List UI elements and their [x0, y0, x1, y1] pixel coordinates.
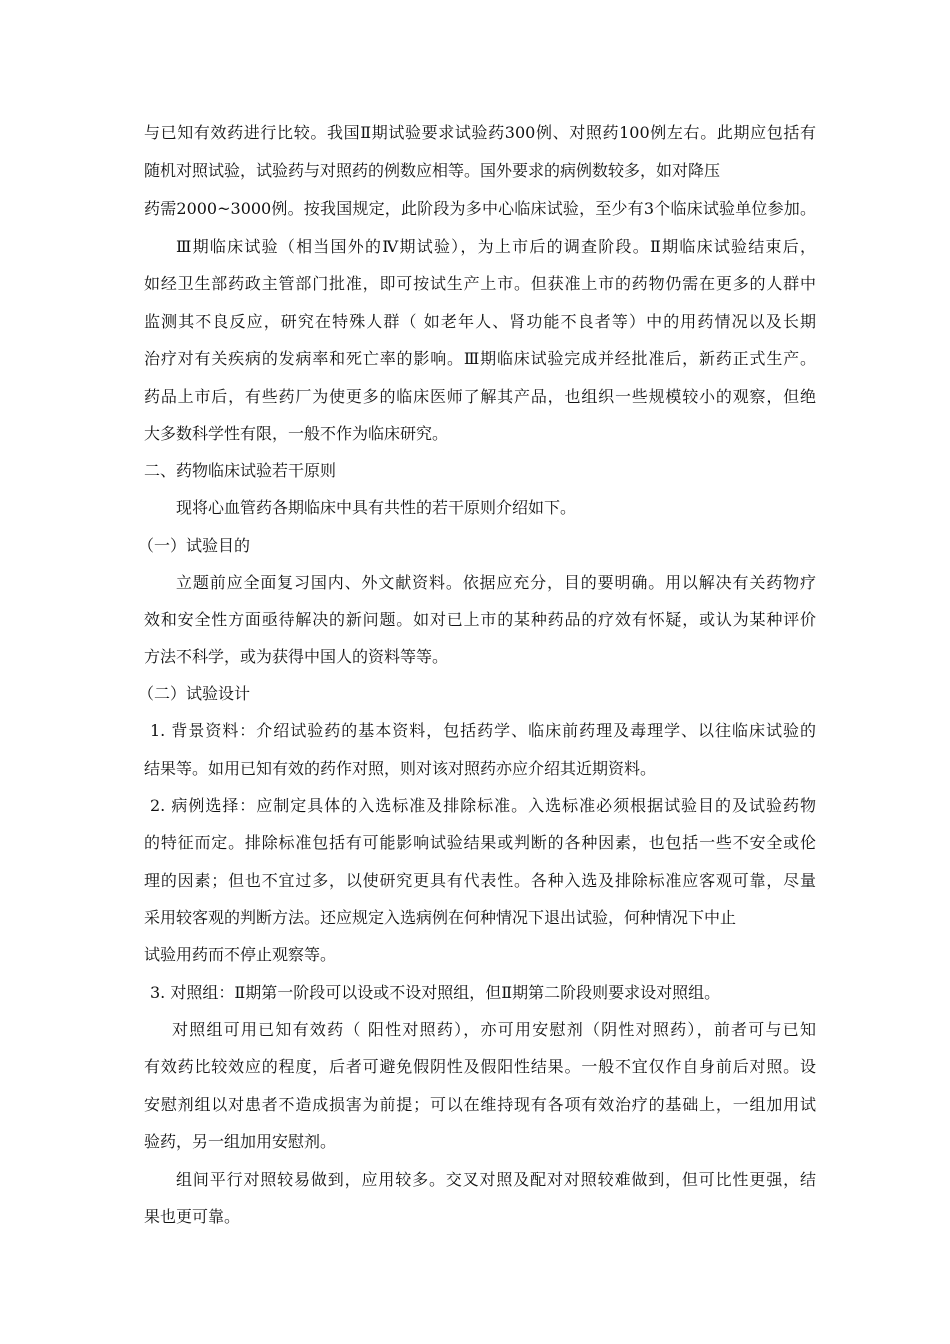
paragraph-line: 对照组可用已知有效药（ 阳性对照药），亦可用安慰剂（阴性对照药），前者可与已知 [172, 1020, 816, 1039]
section-heading: 二、药物临床试验若干原则 [144, 461, 337, 480]
subsection-heading: （一）试验目的 [138, 536, 251, 555]
list-item: 3. 对照组：Ⅱ期第一阶段可以设或不设对照组，但Ⅱ期第二阶段则要求设对照组。 [150, 983, 721, 1002]
text-line: 监测其不良反应，研究在特殊人群（ 如老年人、肾功能不良者等）中的用药情况以及长期 [144, 312, 816, 331]
text-line: 有效药比较效应的程度，后者可避免假阴性及假阳性结果。一般不宜仅作自身前后对照。设 [144, 1057, 816, 1076]
text-line: 方法不科学，或为获得中国人的资料等等。 [144, 647, 449, 666]
text-line: 的特征而定。排除标准包括有可能影响试验结果或判断的各种因素，也包括一些不安全或伦 [144, 833, 816, 852]
text-line: 药需2000~3000例。按我国规定，此阶段为多中心临床试验，至少有3个临床试验单位参加。 [144, 199, 816, 218]
text-line: 安慰剂组以对患者不造成损害为前提；可以在维持现有各项有效治疗的基础上，一组加用试 [144, 1095, 816, 1114]
paragraph-line: Ⅲ期临床试验（相当国外的Ⅳ期试验），为上市后的调查阶段。Ⅱ期临床试验结束后， [176, 237, 816, 256]
list-item: 2. 病例选择：应制定具体的入选标准及排除标准。入选标准必须根据试验目的及试验药物 [150, 796, 816, 815]
text-line: 随机对照试验，试验药与对照药的例数应相等。国外要求的病例数较多，如对降压 [144, 161, 721, 180]
text-line: 效和安全性方面亟待解决的新问题。如对已上市的某种药品的疗效有怀疑，或认为某种评价 [144, 610, 816, 629]
text-line: 试验用药而不停止观察等。 [144, 945, 337, 964]
text-line: 治疗对有关疾病的发病率和死亡率的影响。Ⅲ期临床试验完成并经批准后，新药正式生产。 [144, 349, 816, 368]
text-line: 结果等。如用已知有效的药作对照，则对该对照药亦应介绍其近期资料。 [144, 759, 657, 778]
text-line: 如经卫生部药政主管部门批准，即可按试生产上市。但获准上市的药物仍需在更多的人群中 [144, 274, 816, 293]
text-line: 大多数科学性有限，一般不作为临床研究。 [144, 424, 449, 443]
paragraph-line: 立题前应全面复习国内、外文献资料。依据应充分，目的要明确。用以解决有关药物疗 [176, 573, 816, 592]
list-item: 1. 背景资料：介绍试验药的基本资料，包括药学、临床前药理及毒理学、以往临床试验的 [150, 721, 816, 740]
text-line: 药品上市后，有些药厂为使更多的临床医师了解其产品，也组织一些规模较小的观察，但绝 [144, 387, 816, 406]
paragraph-line: 组间平行对照较易做到，应用较多。交叉对照及配对对照较难做到，但可比性更强，结 [176, 1170, 816, 1189]
subsection-heading: （二）试验设计 [138, 684, 251, 703]
text-line: 验药，另一组加用安慰剂。 [144, 1132, 337, 1151]
paragraph-line: 现将心血管药各期临床中具有共性的若干原则介绍如下。 [176, 498, 577, 517]
text-line: 理的因素；但也不宜过多，以使研究更具有代表性。各种入选及排除标准应客观可靠，尽量 [144, 871, 816, 890]
text-line: 与已知有效药进行比较。我国Ⅱ期试验要求试验药300例、对照药100例左右。此期应包括有 [144, 123, 816, 142]
text-line: 采用较客观的判断方法。还应规定入选病例在何种情况下退出试验，何种情况下中止 [144, 908, 737, 927]
text-line: 果也更可靠。 [144, 1207, 241, 1226]
